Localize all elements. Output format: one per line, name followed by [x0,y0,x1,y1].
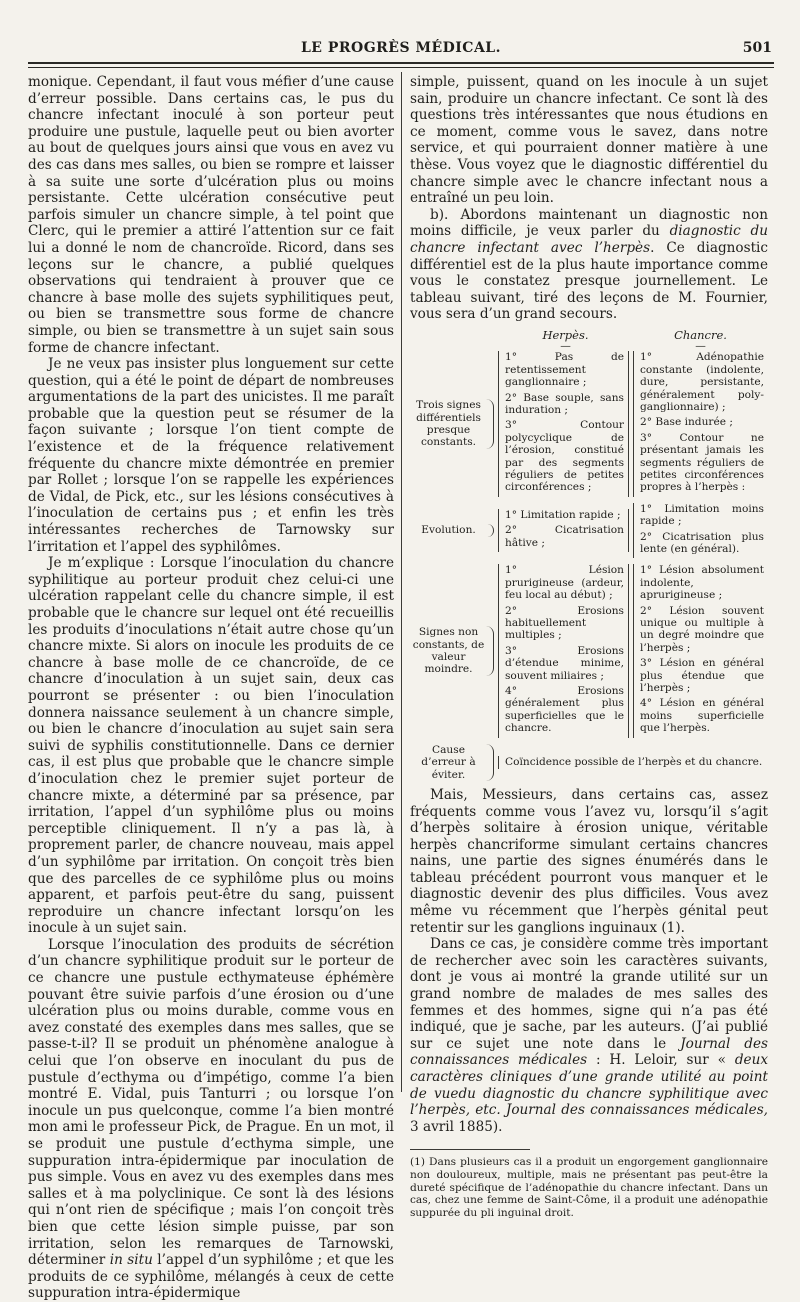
chancre-cell [633,351,768,496]
paragraph-text: 3 avril 1885). [410,1118,503,1135]
paragraph: monique. Cependant, il faut vous méfier d’une cause d’erreur possible. Dans certains cas, le pus du chancre infectant inoculé à son porteur peut produire une pustule, laquelle peut ou bien avorter au bout de quelques jours ainsi que vous en avez vu des cas dans mes salles, ou bien se rompre et laisser à sa suite une sorte d’ulcération plus ou moins persistante. Cette ulcération consécutive peut parfois simuler un chancre simple, à tel point que Clerc, qui le premier a attiré l’attention sur ce fait lui a donné le nom de chancroïde. Ricord, dans ses leçons sur le chancre, a publié quelques observations qui tendraient à prouver que ce chancre à base molle des sujets syphilitiques peut, ou bien se transmettre sous forme de chancre simple, ou bien se transmettre à un sujet sain sous forme de chancre infectant. [28,74,394,356]
list-item: 1° Limitation rapide ; [505,508,621,521]
paragraph: Je m’explique : Lorsque l’inoculation du chancre syphilitique au porteur produit chez celui-ci une ulcération rappelant celle du chancre simple, il est probable que le chancre sur lequel ont été recueillis les produits d’inoculations n’était autre chose qu’un chancre mixte. Si alors on inocule les produits de ce chancre à base molle de ce chancroïde, de ce chancre d’inoculation à un sujet sain, deux cas pourront se présenter : ou bien l’inoculation donnera naissance seulement à un chancre simple, ou bien le chancre d’inoculation au sujet sain sera suivi de syphilis constitutionnelle. Dans ce dernier cas, il est plus que probable que le chancre simple d’inoculation chez le premier sujet porteur de chancre mixte, a déterminé par sa présence, par irritation, l’appel d’un syphilôme plus ou moins perceptible cliniquement. Il n’y a pas là, à proprement parler, de chancre nouveau, mais appel d’un syphilôme par irritation. On conçoit très bien que des parcelles de ce syphilôme plus ou moins apparent, et parfois peut-être du sang, puissent reproduire un chancre infectant lorsqu’on les inocule à un sujet sain. [28,555,394,937]
table-header [410,329,768,341]
row-label: Trois signes différentiels presque constants. [410,399,494,449]
table-row [410,351,768,496]
herpes-cell [498,564,629,737]
herpes-cell [498,509,629,552]
table-row [410,503,768,559]
page-header [28,40,774,62]
table-row [410,564,768,737]
list-item: 1° Adénopathie constante (indolente, dure, persistante, généralement poly-ganglionnaire) ; [640,351,764,413]
list-item: 1° Pas de retentissement ganglionnaire ; [505,351,624,389]
list-item: 1° Lésion absolument indolente, aprurigineuse ; [640,564,764,602]
dash: — [560,340,571,353]
paragraph-text: Lorsque l’inoculation des produits de sécrétion d’un chancre syphilitique produit sur le porteur de ce chancre une pustule ecthymateuse éphémère pouvant être suivie parfois d’une érosion ou d’une ulcération plus ou moins durable, comme vous en avez constaté des exemples dans mes salles, que se passe-t-il? Il se produit un phénomène analogue à celui que l’on observe en inoculant du pus de pustule d’ecthyma ou d’impétigo, comme l’a bien montré E. Vidal, puis Tanturri ; ou lorsque l’on inocule un pus quelconque, comme l’a bien montré mon ami le professeur Pick, de Prague. En un mot, il se produit une pustule d’ecthyma simple, une suppuration intra-épidermique par inoculation de pus simple. Vous en avez vu des exemples dans mes salles et à ma polyclinique. Ce sont là des lésions qui n’ont rien de spécifique ; mais l’on conçoit très bien que cette lésion simple puisse, par son irritation, selon les remarques de Tarnowski, déterminer [28,936,394,1269]
column-divider [401,72,402,1092]
paragraph: simple, puissent, quand on les inocule à un sujet sain, produire un chancre infectant. Ce sont là des questions très intéressantes que nous étudions en ce moment, comme vous le savez, dans notre service, et qui pourraient donner matière à une thèse. Vous voyez que le diagnostic différentiel du chancre simple avec le chancre infectant nous a entraîné un peu loin. [410,74,768,207]
paragraph: Je ne veux pas insister plus longuement sur cette question, qui a été le point de départ de nombreuses argumentations de la part des unicistes. Il me paraît probable que la question peut se résumer de la façon suivante ; lorsque l’on tient compte de l’existence et de la fréquence relativement fréquente du chancre mixte démontrée en premier par Rollet ; lorsque l’on se rappelle les expériences de Vidal, de Pick, etc., sur les lésions consécutives à l’inoculation de certains pus ; et enfin les très intéressantes recherches de Tarnowsky sur l’irritation et l’appel des syphilômes. [28,356,394,555]
emphasis-text: Journal des connaissances médicales [410,1035,769,1069]
paragraph-text: Dans ce cas, je considère comme très important de rechercher avec soin les caractères suivants, dont je vous ai montré la grande utilité sur un grand nombre de malades de mes salles des femmes et des hommes, signe qui n’a pas été indiqué, que je sache, par les auteurs. (J’ai publié sur ce sujet une note dans le [410,936,768,1052]
left-column [28,74,394,1302]
table-header-dashes [410,340,768,353]
list-item: 2° Base indurée ; [640,416,733,429]
list-item: 4° Lésion en général moins superficielle que l’herpès. [640,697,764,735]
dash: — [695,340,706,353]
list-item: 2° Erosions habituellement multiples ; [505,604,624,642]
paragraph [410,207,768,323]
footnote: (1) Dans plusieurs cas il a produit un engorgement ganglionnaire non douloureux, multiple, mais ne présentant pas peut-être la dureté spécifique de l’adénopathie du chancre infectant. Dans un cas, chez une femme de Saint-Côme, il a produit une adénopathie suppurée du pli inguinal droit. [410,1156,768,1219]
row-label: Evolution. [410,524,494,536]
emphasis-text: in situ [109,1252,153,1269]
header-rule-thick [28,62,774,64]
paragraph [28,937,394,1302]
list-item: 3° Contour ne présentant jamais les segments réguliers de petites circonférences propres à l’herpès : [640,431,764,494]
list-item: 3° Lésion en général plus étendue que l’herpès ; [640,657,764,695]
chancre-cell [633,564,768,737]
paragraph-text: b). Abordons maintenant un diagnostic non moins difficile, je veux parler du [410,206,768,240]
list-item: 2° Base souple, sans induration ; [505,391,624,416]
list-item: 2° Cicatrisation hâtive ; [505,524,624,549]
column-header-chancre: Chancre. [674,327,727,342]
comparison-table [410,329,768,781]
row-label: Cause d’erreur à éviter. [410,744,494,781]
list-item: 3° Erosions d’étendue minime, souvent miliaires ; [505,644,624,682]
herpes-cell [498,351,629,496]
paragraph: Mais, Messieurs, dans certains cas, assez fréquents comme vous l’avez vu, lorsqu’il s’agit d’herpès solitaire à érosion unique, véritable herpès chancriforme simulant certains chancres nains, une partie des signes énumérés dans le tableau précédent pourront vous manquer et le diagnostic devenir des plus difficiles. Vous avez même vu récemment que l’herpès génital peut retentir sur les ganglions inguinaux (1). [410,786,768,936]
header-rule-thin [28,67,774,68]
list-item: 3° Contour polycyclique de l’érosion, constitué par des segments réguliers de petites circonférences ; [505,419,624,494]
page-number: 501 [742,40,772,56]
right-column [410,74,769,1219]
table-row [410,744,768,781]
list-item: 4° Erosions généralement plus superficielles que le chancre. [505,685,624,735]
emphasis-text: deux caractères cliniques d’une grande utilité au point de vuedu diagnostic du chancre syphilitique avec l’herpès, etc. Journal des connaissances médicales, [410,1052,768,1119]
journal-title: LE PROGRÈS MÉDICAL. [300,40,502,56]
list-item: 2° Lésion souvent unique ou multiple à un degré moindre que l’herpès ; [640,604,764,654]
list-item: 1° Lésion prurigineuse (ardeur, feu local au début) ; [505,564,624,602]
paragraph-text: . Ce diagnostic différentiel est de la plus haute importance comme vous le constatez presque journellement. Le tableau suivant, tiré des leçons de M. Fournier, vous sera d’un grand secours. [410,239,768,323]
list-item: 2° Cicatrisation plus lente (en général). [640,530,764,555]
row-label: Signes non constants, de valeur moindre. [410,626,494,676]
footnote-rule [410,1149,530,1150]
chancre-cell [633,503,768,559]
paragraph-text: : H. Leloir, sur « [595,1052,726,1069]
emphasis-text: diagnostic du chancre infectant avec l’herpès [410,223,768,256]
cause-cell: Coïncidence possible de l’herpès et du chancre. [498,756,768,768]
column-header-herpes: Herpès. [542,327,589,342]
paragraph-text: l’appel d’un syphilôme ; et que les produits de ce syphilôme, mélangés à ceux de cette suppuration intra-épidermique [28,1252,394,1302]
paragraph [410,936,768,1135]
list-item: 1° Limitation moins rapide ; [640,502,764,528]
